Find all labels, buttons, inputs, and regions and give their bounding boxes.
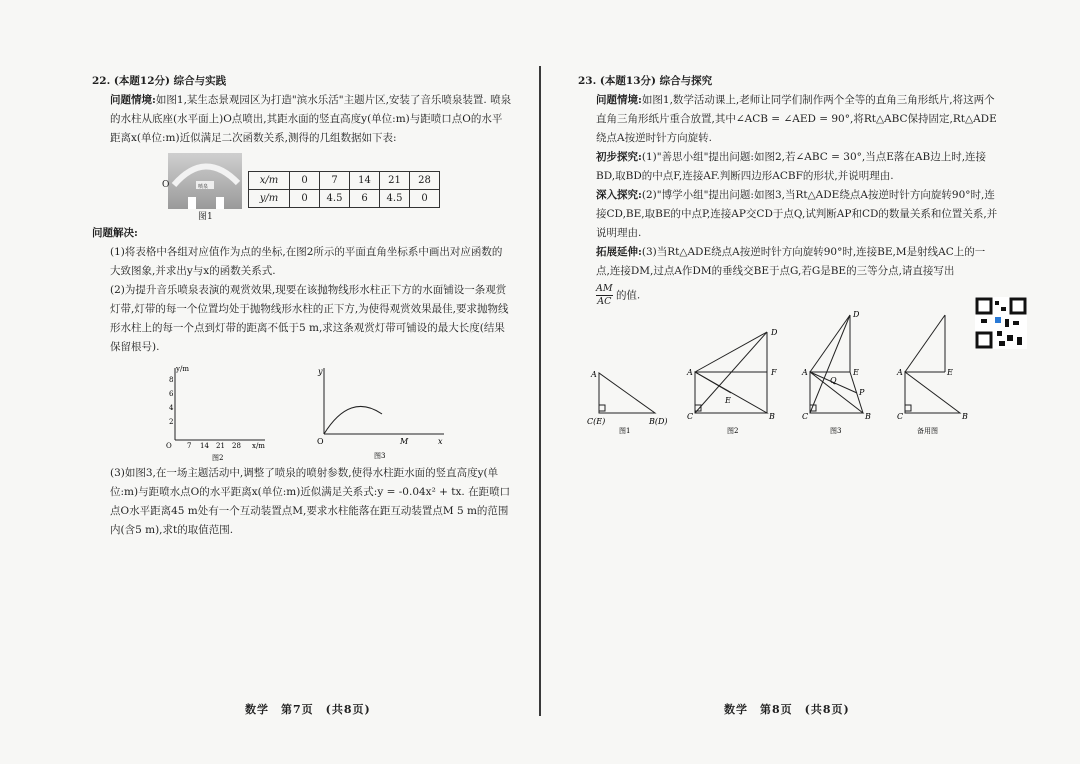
geo4-point-a: A: [897, 368, 903, 377]
fig2-ytick: 8: [169, 376, 174, 384]
fig2-xtick: 21: [216, 442, 225, 450]
table-cell: 14: [350, 172, 380, 190]
fig2-origin: O: [166, 442, 172, 450]
fig3-point-m: M: [400, 437, 409, 446]
q23-situation: [578, 91, 998, 148]
geo3-point-b: B: [865, 412, 871, 421]
geo-figure-2: [695, 332, 767, 413]
q22-situation-text: 如图1,某生态景观园区为打造"滨水乐活"主题片区,安装了音乐喷泉装置. 喷泉的水柱从底座(水平面上)O点喷出,其距水面的竖直高度y(单位:m)与距喷口点O的水平距离x(单位:m)近似满足二次函数关系,测得的几组数据如下表:: [110, 94, 512, 144]
fig1-label: 图1: [198, 212, 213, 222]
fraction-numerator: AM: [596, 283, 613, 294]
geo3-point-p: P: [859, 388, 865, 397]
table-cell: 4.5: [320, 190, 350, 208]
geo2-point-d: D: [771, 328, 778, 337]
q22-part3-block: [92, 464, 512, 540]
q23-part1: [578, 148, 998, 186]
geo3-label: 图3: [830, 427, 842, 435]
footer-page-7: 数学 第7页 (共8页): [245, 703, 371, 716]
table-cell: 6: [350, 190, 380, 208]
geo4-point-c: C: [897, 412, 904, 421]
geo1-label: 图1: [619, 427, 631, 435]
q22-solve-label: 问题解决:: [92, 227, 138, 239]
geo3-point-e: E: [853, 368, 859, 377]
geo3-point-d: D: [853, 310, 860, 319]
data-table: [248, 171, 440, 208]
fig2-xlabel: x/m: [252, 442, 265, 450]
q23-part3-text: (3)当Rt△ADE绕点A按逆时针方向旋转90°时,连接BE,M是射线AC上的一点,连接DM,过点A作DM的垂线交BE于点G,若G是BE的三等分点,请直接写出: [596, 246, 986, 277]
table-cell: x/m: [249, 172, 290, 190]
fountain-arc: [168, 153, 242, 209]
fig3-ylabel: y: [318, 367, 323, 376]
fountain-photo: [168, 153, 242, 209]
table-row-y: [249, 190, 440, 208]
q22-solve: [92, 224, 512, 357]
q23-part2-label: 深入探究:: [596, 189, 642, 201]
fig1-origin: O: [162, 180, 170, 190]
fig2-ytick: 2: [169, 418, 174, 426]
table-cell: 0: [410, 190, 440, 208]
geo1-point-a: A: [591, 370, 597, 379]
q23-part1-label: 初步探究:: [596, 151, 642, 163]
q23-part3: [578, 243, 998, 281]
table-cell: 4.5: [380, 190, 410, 208]
geo1-point-bd: B(D): [649, 417, 668, 426]
fig2-xtick: 7: [187, 442, 192, 450]
fraction-denominator: AC: [597, 296, 612, 307]
page-divider: [539, 66, 541, 716]
footer-page-8: 数学 第8页 (共8页): [724, 703, 850, 716]
fig3-label: 图3: [374, 452, 386, 460]
question-22: [92, 72, 512, 148]
geo2-point-b: B: [769, 412, 775, 421]
q23-part2-text: (2)"博学小组"提出问题:如图3,当Rt△ADE绕点A按逆时针方向旋转90°时,连接CD,BE,取BE的中点P,连接AP交CD于点Q,试判断AP和CD的数量关系和位置关系,并说明理由.: [596, 189, 998, 239]
fig2-ytick: 6: [169, 390, 174, 398]
question-23-title: 23. (本题13分) 综合与探究: [578, 75, 713, 87]
geo3-point-a: A: [802, 368, 808, 377]
geo4-point-b: B: [962, 412, 968, 421]
q23-situation-text: 如图1,数学活动课上,老师让同学们制作两个全等的直角三角形纸片,将这两个直角三角形纸片重合放置,其中∠ACB = ∠AED = 90°,将Rt△ABC保持固定,Rt△ADE绕点A按逆时针方向旋转.: [596, 94, 997, 144]
geo2-label: 图2: [727, 427, 739, 435]
fig2-ylabel: y/m: [176, 365, 189, 373]
geo-figure-backup: [905, 315, 960, 413]
question-23: [578, 72, 998, 308]
geo4-label: 备用图: [917, 427, 938, 435]
fig2-label: 图2: [212, 454, 224, 462]
geo4-point-e: E: [947, 368, 953, 377]
geometry-figures: [585, 305, 985, 440]
fig2-xtick: 28: [232, 442, 241, 450]
fig3-xlabel: x: [438, 437, 443, 446]
geo2-point-e: E: [725, 396, 731, 405]
q23-situation-label: 问题情境:: [596, 94, 642, 106]
geo-figure-3: [810, 315, 863, 413]
fig2-xtick: 14: [200, 442, 209, 450]
geo3-point-q: Q: [830, 376, 837, 385]
fraction-tail: 的值.: [615, 289, 641, 302]
fountain-photo-text: 喷泉: [198, 184, 209, 190]
q22-part1: (1)将表格中各组对应值作为点的坐标,在图2所示的平面直角坐标系中画出对应函数的大致图象,并求出y与x的函数关系式.: [110, 246, 503, 277]
figure-2: [160, 362, 270, 462]
geo2-point-c: C: [687, 412, 694, 421]
table-cell: y/m: [249, 190, 290, 208]
q22-situation-label: 问题情境:: [110, 94, 156, 106]
table-row-x: [249, 172, 440, 190]
table-cell: 28: [410, 172, 440, 190]
question-22-title: 22. (本题12分) 综合与实践: [92, 75, 227, 87]
geo-figure-1: [599, 373, 655, 413]
fig2-ytick: 4: [169, 404, 174, 412]
fig3-origin: O: [317, 437, 324, 446]
q22-part3: (3)如图3,在一场主题活动中,调整了喷泉的喷射参数,使得水柱距水面的竖直高度y(单位:m)与距喷水点O的水平距离x(单位:m)近似满足关系式:y = -0.04x² + tx. 在距喷口点O水平距离45 m处有一个互动装置点M,要求水柱能落在距互动装置点M 5 m的范围内(含5 m),求t的取值范围.: [110, 467, 511, 536]
table-cell: 0: [290, 172, 320, 190]
figure-3: [310, 362, 450, 462]
q22-situation: [92, 91, 512, 148]
table-cell: 0: [290, 190, 320, 208]
fig3-parabola: [324, 406, 382, 434]
geo2-point-a: A: [687, 368, 693, 377]
geo1-point-ce: C(E): [587, 417, 606, 426]
q23-part3-label: 拓展延伸:: [596, 246, 642, 258]
q23-part2: [578, 186, 998, 243]
geo3-point-c: C: [802, 412, 809, 421]
table-cell: 7: [320, 172, 350, 190]
geo2-point-f: F: [771, 368, 777, 377]
q23-part1-text: (1)"善思小组"提出问题:如图2,若∠ABC = 30°,当点E落在AB边上时,连接BD,取BD的中点F,连接AF.判断四边形ACBF的形状,并说明理由.: [596, 151, 987, 182]
table-cell: 21: [380, 172, 410, 190]
q22-part2: (2)为提升音乐喷泉表演的观赏效果,现要在该抛物线形水柱正下方的水面铺设一条观赏灯带,灯带的每一个位置均处于抛物线形水柱的正下方,为使得观赏效果最佳,要求抛物线形水柱上的每一个点到灯带的距离不低于5 m,求这条观赏灯带可铺设的最大长度(结果保留根号).: [110, 284, 509, 353]
